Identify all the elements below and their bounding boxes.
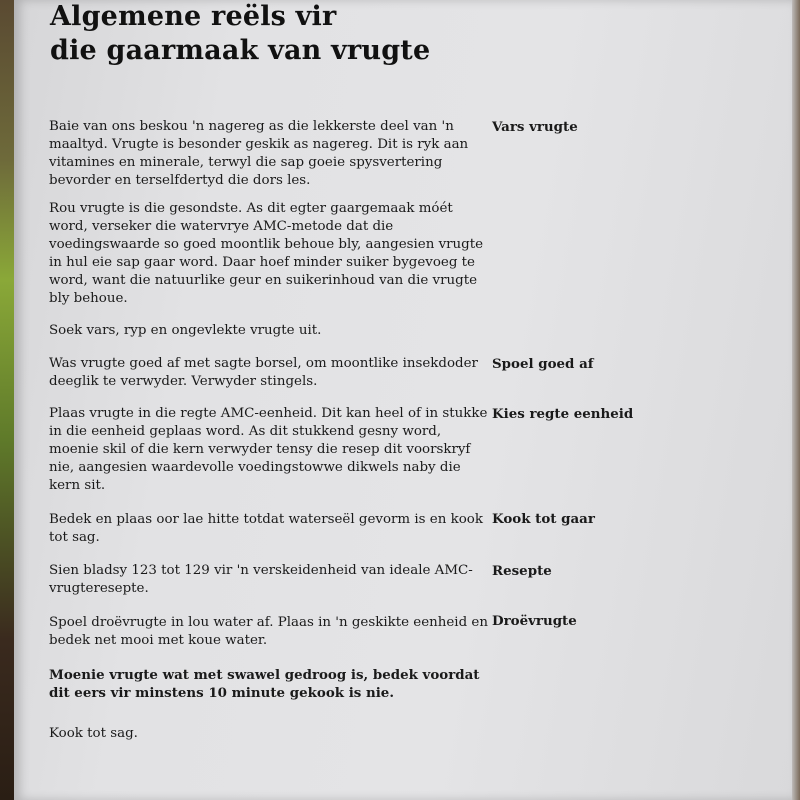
paragraph-cook: Bedek en plaas oor lae hitte totdat waterseël gevorm is en kook tot sag.: [49, 512, 483, 545]
page-title-line-2: die gaarmaak van vrugte: [50, 35, 431, 66]
paragraph-sulphur-warning: Moenie vrugte wat met swawel gedroog is, bedek voordat dit eers vir minstens 10 minute gekook is nie.: [49, 667, 480, 701]
side-heading-cook-done: Kook tot gaar: [492, 511, 595, 527]
paragraph-cook-soft: Kook tot sag.: [49, 726, 138, 741]
paragraph-raw-fruit: Rou vrugte is die gesondste. As dit egter gaargemaak móét word, verseker die watervrye AMC-metode dat die voedingswaarde so goed moontlik behoue bly, aangesien vrugte in hul eie sap gaar word. Daar hoef minder suiker bygevoeg te word, want die natuurlike geur en suikerinhoud van die vrugte bly behoue.: [49, 201, 484, 306]
side-heading-rinse: Spoel goed af: [492, 356, 594, 372]
side-heading-fresh-fruit: Vars vrugte: [492, 119, 578, 135]
paragraph-select: Soek vars, ryp en ongevlekte vrugte uit.: [49, 323, 322, 338]
side-heading-choose-unit: Kies regte eenheid: [492, 406, 634, 422]
paragraph-intro: Baie van ons beskou 'n nagereg as die lekkerste deel van 'n maaltyd. Vrugte is besonder geskik as nagereg. Dit is ryk aan vitamines en minerale, terwyl die sap goeie spysvertering bevorder en terselfdertyd die dors les.: [49, 119, 469, 188]
paragraph-dried-fruit: Spoel droëvrugte in lou water af. Plaas in 'n geskikte eenheid en bedek net mooi met koue water.: [49, 615, 488, 648]
side-heading-recipes: Resepte: [492, 563, 552, 579]
book-page: [14, 0, 792, 800]
side-heading-dried-fruit: Droëvrugte: [492, 613, 577, 629]
paragraph-wash: Was vrugte goed af met sagte borsel, om moontlike insekdoder deeglik te verwyder. Verwyder stingels.: [49, 356, 478, 389]
page-title-line-1: Algemene reëls vir: [50, 1, 337, 32]
page-title: [50, 0, 430, 68]
paragraph-unit: Plaas vrugte in die regte AMC-eenheid. Dit kan heel of in stukke in die eenheid geplaas word. As dit stukkend gesny word, moenie skil of die kern verwyder tensy die resep dit voorskryf nie, aangesien waardevolle voedingstowwe dikwels naby die kern sit.: [49, 406, 488, 493]
paragraph-recipes: Sien bladsy 123 tot 129 vir 'n verskeidenheid van ideale AMC-vrugteresepte.: [49, 563, 473, 596]
